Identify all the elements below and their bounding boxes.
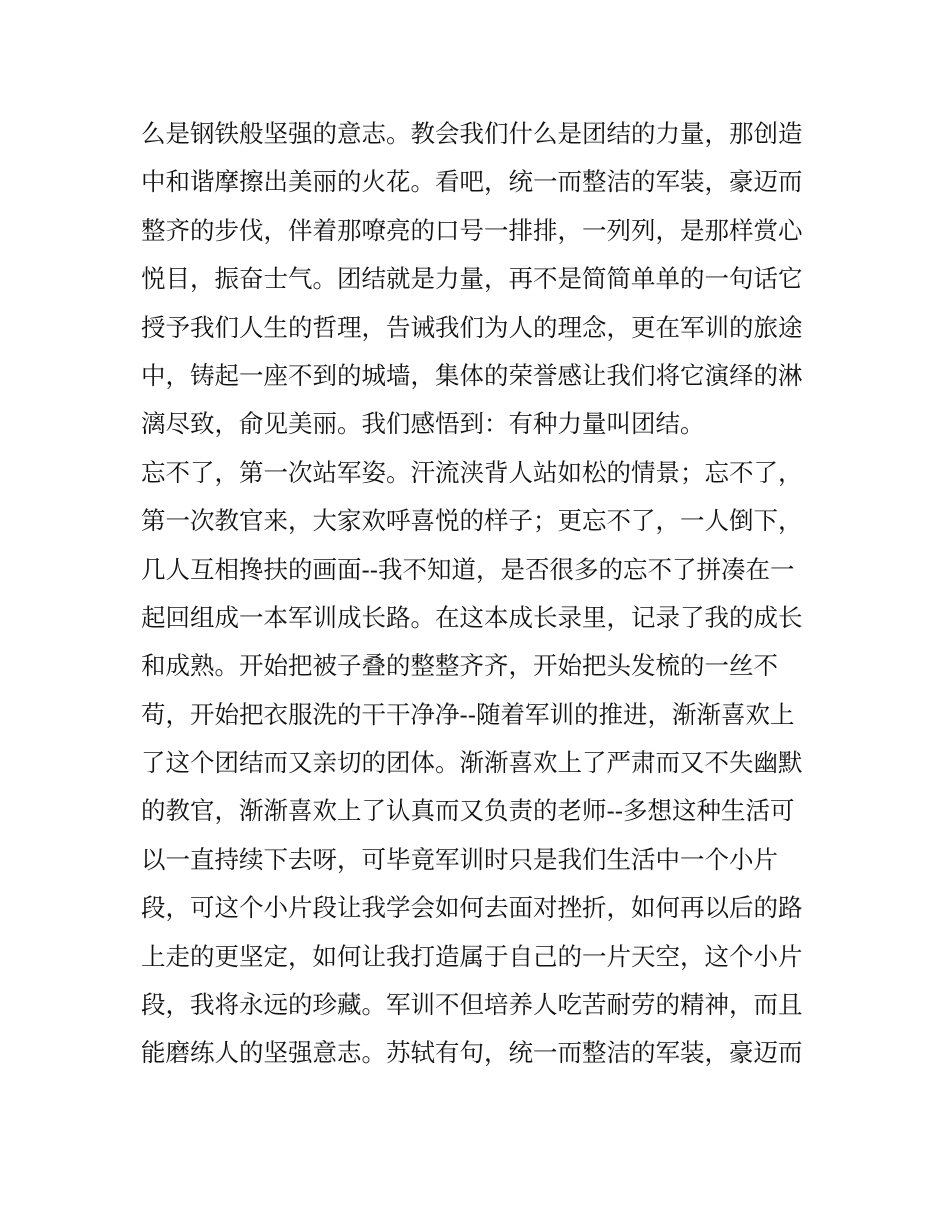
text-line: 能磨练人的坚强意志。苏轼有句，统一而整洁的军装，豪迈而	[141, 1038, 803, 1068]
text-line: 和成熟。开始把被子叠的整整齐齐，开始把头发梳的一丝不	[141, 651, 778, 681]
text-line: 中和谐摩擦出美丽的火花。看吧，统一而整洁的军装，豪迈而	[141, 167, 803, 197]
text-line: 整齐的步伐，伴着那嘹亮的口号一排排，一列列，是那样赏心	[141, 215, 803, 245]
text-line: 么是钢铁般坚强的意志。教会我们什么是团结的力量，那创造	[141, 119, 803, 148]
text-line: 了这个团结而又亲切的团体。渐渐喜欢上了严肃而又不失幽默	[141, 748, 803, 778]
text-line: 以一直持续下去呀，可毕竟军训时只是我们生活中一个小片	[141, 844, 778, 874]
text-line: 段，可这个小片段让我学会如何去面对挫折，如何再以后的路	[141, 893, 803, 923]
text-line: 忘不了，第一次站军姿。汗流浃背人站如松的情景；忘不了，	[141, 457, 803, 487]
text-line: 悦目，振奋士气。团结就是力量，再不是简简单单的一句话它	[141, 264, 803, 294]
text-line: 的教官，渐渐喜欢上了认真而又负责的老师--多想这种生活可	[141, 796, 795, 826]
body-text	[141, 110, 821, 1078]
text-line: 上走的更坚定，如何让我打造属于自己的一片天空，这个小片	[141, 941, 803, 971]
text-line: 中，铸起一座不到的城墙，集体的荣誉感让我们将它演绎的淋	[141, 360, 803, 390]
text-line: 第一次教官来，大家欢呼喜悦的样子；更忘不了，一人倒下，	[141, 506, 803, 536]
text-line: 段，我将永远的珍藏。军训不但培养人吃苦耐劳的精神，而且	[141, 990, 803, 1020]
text-line: 几人互相搀扶的画面--我不知道，是否很多的忘不了拼凑在一	[141, 554, 795, 584]
text-line: 授予我们人生的哲理，告诫我们为人的理念，更在军训的旅途	[141, 312, 803, 342]
text-line: 苟，开始把衣服洗的干干净净--随着军训的推进，渐渐喜欢上	[141, 699, 795, 729]
text-line: 起回组成一本军训成长路。在这本成长录里，记录了我的成长	[141, 602, 803, 632]
text-line: 漓尽致，俞见美丽。我们感悟到：有种力量叫团结。	[141, 409, 705, 439]
